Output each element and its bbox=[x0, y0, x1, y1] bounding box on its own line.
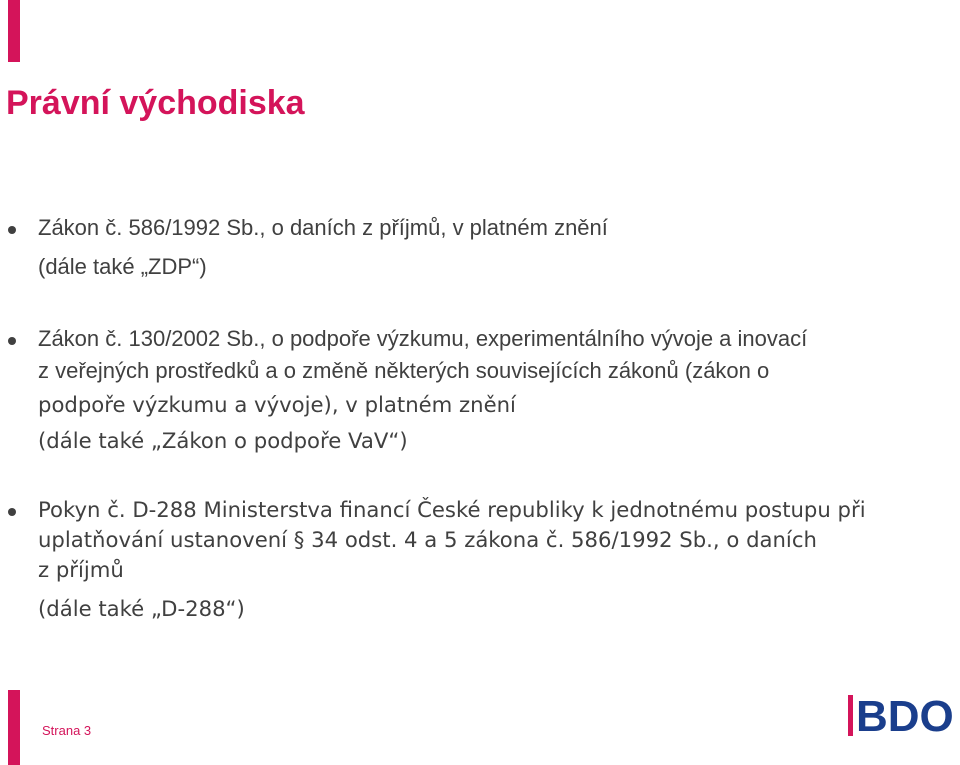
bullet-line: uplatňování ustanovení § 34 odst. 4 a 5 zákona č. 586/1992 Sb., o daních bbox=[38, 527, 817, 552]
slide-title: Právní východiska bbox=[6, 84, 305, 122]
bullet-line: (dále také „Zákon o podpoře VaV“) bbox=[38, 428, 408, 453]
bullet-dot bbox=[8, 337, 16, 345]
bullet-line: Pokyn č. D-288 Ministerstva financí České republiky k jednotnému postupu při bbox=[38, 497, 866, 522]
bullet-line: (dále také „D-288“) bbox=[38, 596, 245, 621]
logo-text: BDO bbox=[856, 693, 954, 738]
accent-bar-bottom bbox=[8, 690, 20, 765]
bullet-line: z příjmů bbox=[38, 557, 124, 582]
page-number: Strana 3 bbox=[42, 723, 92, 738]
bdo-logo bbox=[848, 693, 960, 738]
bullet-dot bbox=[8, 508, 16, 516]
bullet-line: Zákon č. 586/1992 Sb., o daních z příjmů, v platném znění bbox=[38, 215, 608, 240]
bullet-dot bbox=[8, 226, 16, 234]
accent-bar-top bbox=[8, 0, 20, 62]
bullet-line: podpoře výzkumu a vývoje), v platném znění bbox=[38, 392, 516, 417]
bullet-line: Zákon č. 130/2002 Sb., o podpoře výzkumu, experimentálního vývoje a inovací bbox=[38, 326, 808, 351]
bullet-line: (dále také „ZDP“) bbox=[38, 254, 207, 279]
bullet-line: z veřejných prostředků a o změně některých souvisejících zákonů (zákon o bbox=[38, 358, 770, 383]
